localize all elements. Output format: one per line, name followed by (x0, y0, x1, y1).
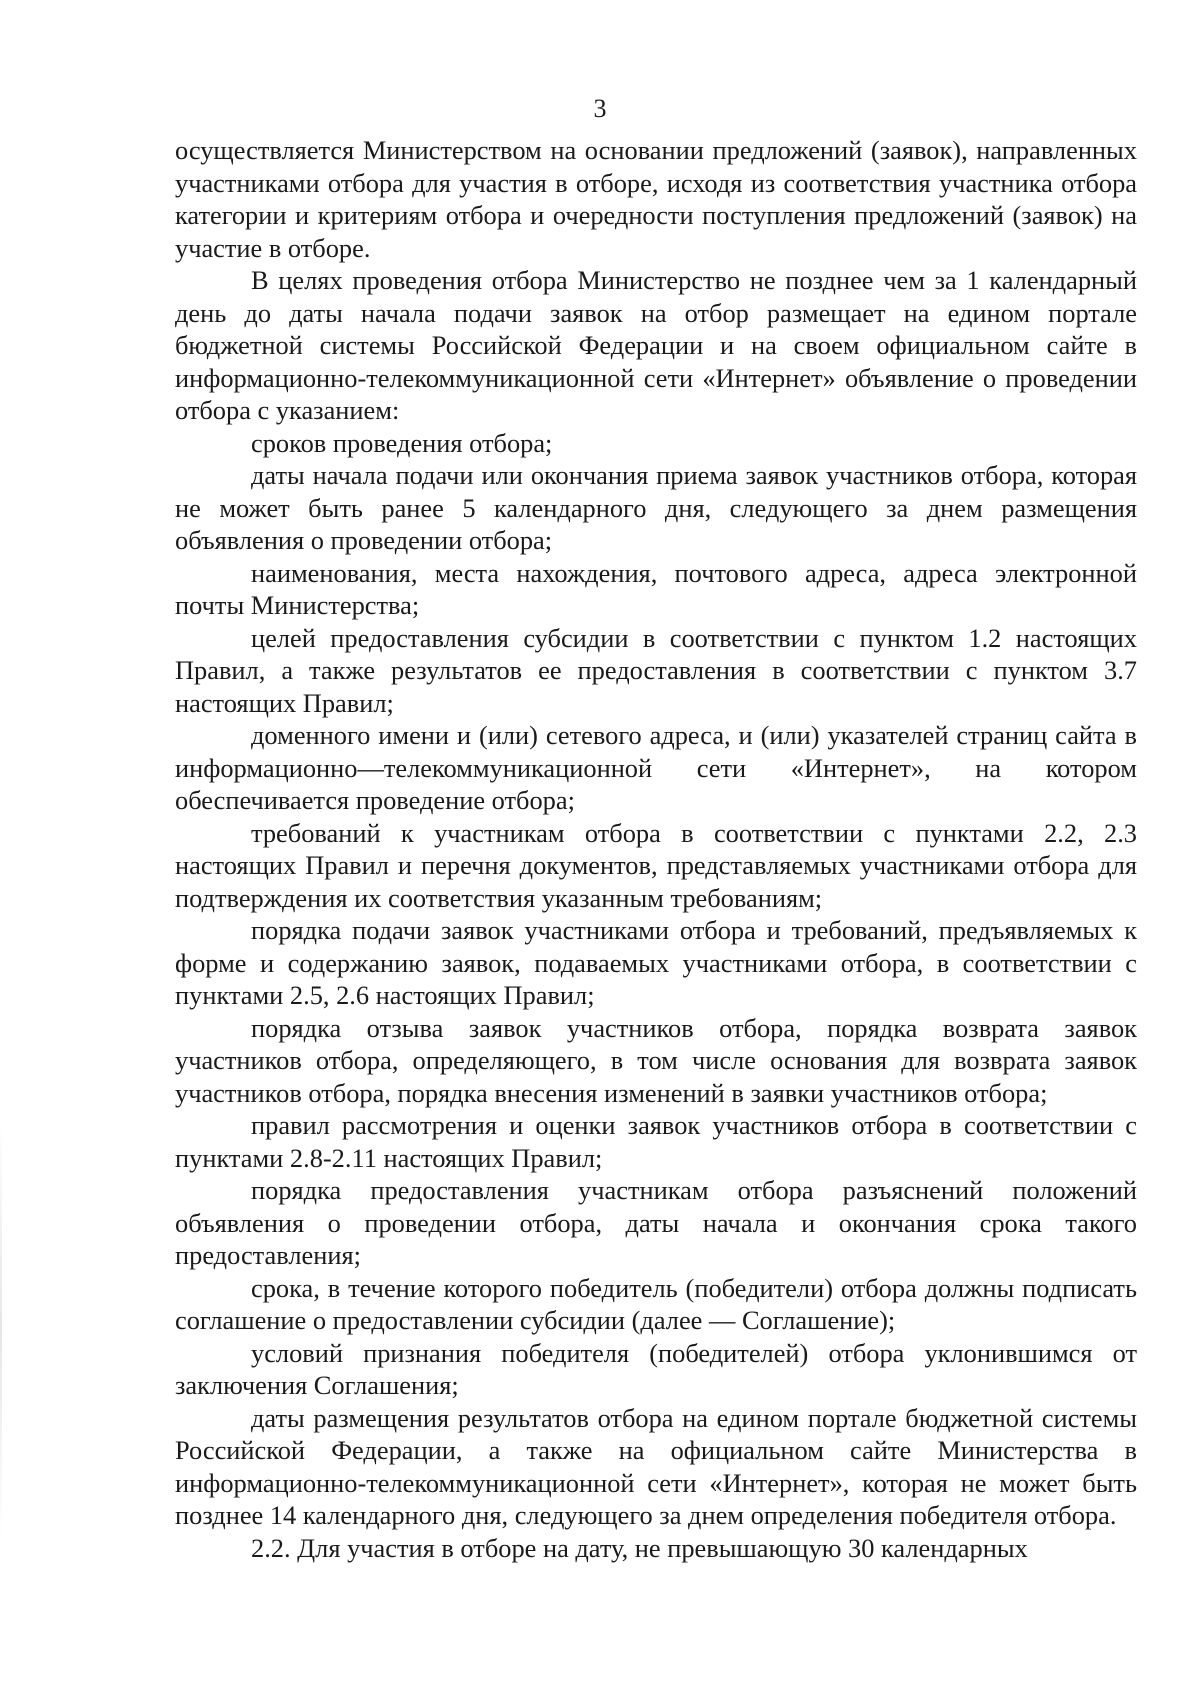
paragraph-announcement-intro: В целях проведения отбора Министерство не позднее чем за 1 календарный день до даты начала подачи заявок на отбор размещает на едином портале бюджетной системы Российской Федерации и на своем официальном сайте в информационно-телекоммуникационной сети «Интернет» объявление о проведении отбора с указанием: (175, 265, 1137, 425)
document-body (175, 134, 1137, 1564)
scan-edge-shadow (0, 1120, 2, 1540)
list-item-selection-terms: сроков проведения отбора; (251, 427, 553, 458)
list-item-review-rules: правил рассмотрения и оценки заявок участников отбора в соответствии с пунктами 2.8-2.11 настоящих Правил; (175, 1110, 1137, 1173)
list-item-participant-requirements: требований к участникам отбора в соответствии с пунктами 2.2, 2.3 настоящих Правил и перечня документов, представляемых участниками отбора для подтверждения их соответствия указанным требованиям; (175, 817, 1137, 913)
paragraph-section-2-2: 2.2. Для участия в отборе на дату, не превышающую 30 календарных (251, 1532, 1028, 1563)
list-item-application-dates: даты начала подачи или окончания приема заявок участников отбора, которая не может быть ранее 5 календарного дня, следующего за днем размещения объявления о проведении отбора; (175, 460, 1137, 555)
list-item-clarifications: порядка предоставления участникам отбора разъяснений положений объявления о проведении отбора, даты начала и окончания срока такого предоставления; (175, 1175, 1137, 1270)
list-item-domain-name: доменного имени и (или) сетевого адреса, и (или) указателей страниц сайта в информационно—телекоммуникационной сети «Интернет», на котором обеспечивается проведение отбора; (175, 720, 1137, 815)
paragraph-continuation: осуществляется Министерством на основании предложений (заявок), направленных участниками отбора для участия в отборе, исходя из соответствия участника отбора категории и критериям отбора и очередности поступления предложений (заявок) на участие в отборе. (175, 135, 1137, 263)
page-number: 3 (593, 94, 607, 123)
list-item-results-publication: даты размещения результатов отбора на едином портале бюджетной системы Российской Федерации, а также на официальном сайте Министерства в информационно-телекоммуникационной сети «Интернет», которая не может быть позднее 14 календарного дня, следующего за днем определения победителя отбора. (175, 1402, 1137, 1530)
list-item-ministry-contacts: наименования, места нахождения, почтового адреса, адреса электронной почты Министерства; (175, 557, 1137, 620)
list-item-subsidy-goals: целей предоставления субсидии в соответствии с пунктом 1.2 настоящих Правил, а также результатов ее предоставления в соответствии с пунктом 3.7 настоящих Правил; (175, 622, 1137, 718)
list-item-submission-procedure: порядка подачи заявок участниками отбора и требований, предъявляемых к форме и содержанию заявок, подаваемых участниками отбора, в соответствии с пунктами 2.5, 2.6 настоящих Правил; (175, 915, 1137, 1010)
list-item-withdrawal-procedure: порядка отзыва заявок участников отбора, порядка возврата заявок участников отбора, определяющего, в том числе основания для возврата заявок участников отбора, порядка внесения изменений в заявки участников отбора; (175, 1012, 1137, 1108)
list-item-agreement-deadline: срока, в течение которого победитель (победители) отбора должны подписать соглашение о предоставлении субсидии (далее — Соглашение); (175, 1272, 1137, 1335)
list-item-evasion-conditions: условий признания победителя (победителей) отбора уклонившимся от заключения Соглашения; (175, 1337, 1137, 1400)
